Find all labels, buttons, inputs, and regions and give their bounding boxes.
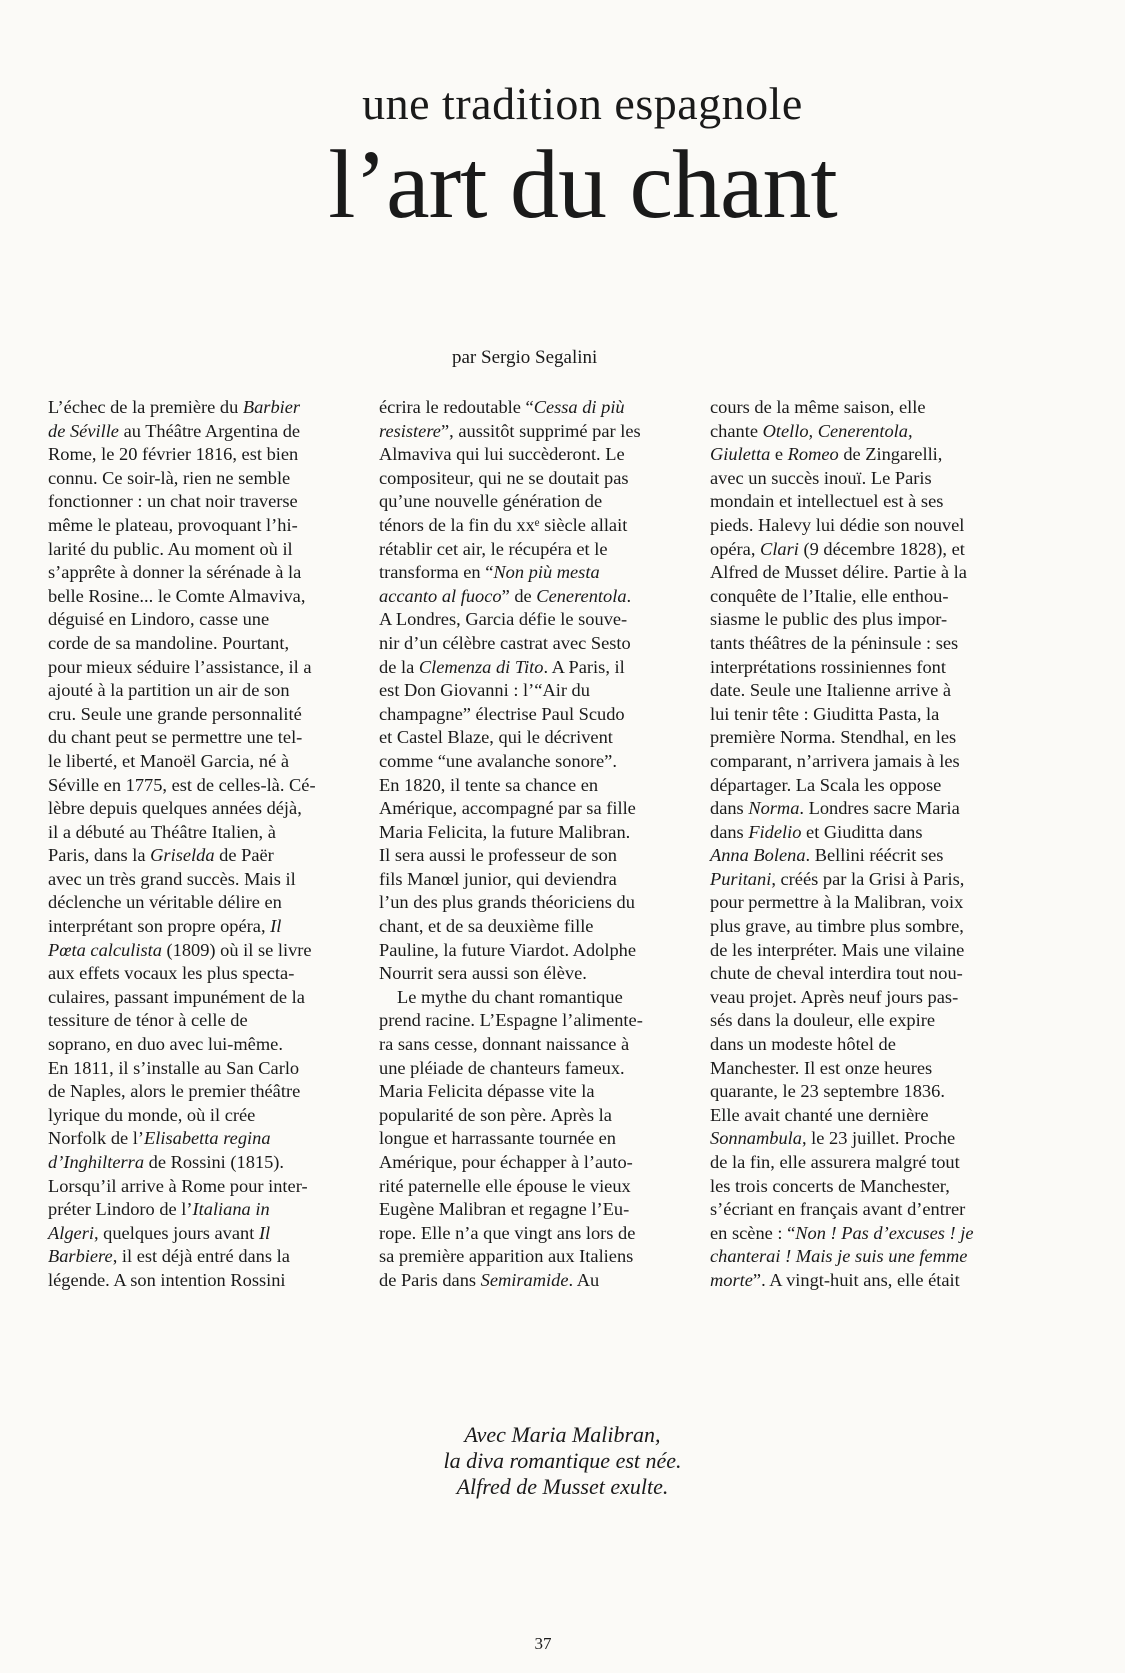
pull-quote-line: Avec Maria Malibran, (464, 1422, 661, 1447)
text-line (379, 396, 686, 420)
text-line (710, 1009, 1017, 1033)
text-line (48, 915, 355, 939)
text-line (710, 1222, 1017, 1246)
text-line (48, 797, 355, 821)
italic-text: Griselda (150, 845, 215, 866)
pull-quote-line: Alfred de Musset exulte. (456, 1474, 669, 1499)
text-run: pour permettre à la Malibran, voix (710, 892, 964, 913)
text-line (710, 467, 1017, 491)
italic-text: Puritani (710, 868, 772, 889)
italic-text: accanto al fuoco (379, 585, 502, 606)
text-run: e (770, 444, 788, 465)
text-line (379, 538, 686, 562)
text-run: larité du public. Au moment où il (48, 538, 293, 559)
text-run: ”. A vingt-huit ans, elle était (752, 1269, 960, 1290)
italic-text: d’Inghilterra (48, 1152, 145, 1172)
text-line (379, 750, 686, 774)
italic-text: Romeo (787, 444, 839, 465)
text-run: Il sera aussi le professeur de son (379, 845, 617, 866)
italic-text: Giuletta (710, 444, 771, 465)
text-line (48, 844, 355, 868)
text-run: popularité de son père. Après la (379, 1104, 612, 1125)
text-line (48, 1175, 355, 1199)
text-run: Séville en 1775, est de celles-là. Cé- (48, 774, 316, 795)
text-line (379, 656, 686, 680)
text-line (710, 1033, 1017, 1057)
text-run: culaires, passant impunément de la (48, 986, 305, 1007)
pull-quote (0, 1422, 1125, 1500)
text-run: qu’une nouvelle génération de (379, 491, 603, 512)
text-line (48, 585, 355, 609)
text-line (379, 467, 686, 491)
text-run: nir d’un célèbre castrat avec Sesto (379, 632, 631, 653)
text-line (710, 962, 1017, 986)
text-run: . Au (568, 1269, 600, 1290)
text-run: rétablir cet air, le récupéra et le (379, 538, 608, 559)
text-run: lèbre depuis quelques années déjà, (48, 798, 302, 819)
text-run: tessiture de ténor à celle de (48, 1010, 248, 1031)
text-run: les trois concerts de Manchester, (710, 1175, 950, 1196)
text-line (710, 1104, 1017, 1128)
text-line (710, 1175, 1017, 1199)
text-run: avec un succès inouï. Le Paris (710, 467, 932, 488)
text-line (379, 585, 686, 609)
text-line (379, 1151, 686, 1175)
text-line (710, 1127, 1017, 1151)
text-line (710, 703, 1017, 727)
text-line (379, 1245, 686, 1269)
text-line (710, 915, 1017, 939)
text-line (48, 1245, 355, 1269)
text-run: compositeur, qui ne se doutait pas (379, 467, 629, 488)
text-line (710, 844, 1017, 868)
text-run: lui tenir tête : Giuditta Pasta, la (710, 703, 940, 724)
italic-text: de Séville (48, 420, 119, 441)
text-run: . Londres sacre Maria (799, 798, 960, 819)
text-line (710, 538, 1017, 562)
text-run: déclenche un véritable délire en (48, 892, 282, 913)
text-run: En 1820, il tente sa chance en (379, 774, 599, 795)
text-line (379, 561, 686, 585)
text-run: de la fin, elle assurera malgré tout (710, 1152, 960, 1172)
text-run: dans un modeste hôtel de (710, 1034, 896, 1055)
text-run: de Zingarelli, (838, 444, 943, 465)
italic-text: Semiramide (480, 1269, 569, 1290)
text-line (48, 1222, 355, 1246)
pull-quote-line: la diva romantique est née. (443, 1448, 682, 1473)
text-run: Lorsqu’il arrive à Rome pour inter- (48, 1175, 308, 1196)
text-line (710, 891, 1017, 915)
italic-text: Algeri (48, 1222, 94, 1243)
text-run: au Théâtre Argentina de (118, 420, 301, 441)
text-run: déguisé en Lindoro, casse une (48, 609, 270, 630)
text-run: chant, et de sa deuxième fille (379, 916, 594, 937)
text-run: rope. Elle n’a que vingt ans lors de (379, 1222, 636, 1243)
text-line (710, 726, 1017, 750)
italic-text: Pœta calculista (48, 939, 162, 960)
text-line (379, 844, 686, 868)
text-line (379, 726, 686, 750)
text-line (379, 915, 686, 939)
text-line (379, 962, 686, 986)
text-run: tants théâtres de la péninsule : ses (710, 632, 959, 653)
text-run: L’échec de la première du (48, 397, 243, 417)
text-line (379, 490, 686, 514)
text-run: de Paër (214, 845, 274, 866)
text-run: Rome, le 20 février 1816, est bien (48, 444, 299, 465)
text-line (710, 632, 1017, 656)
text-line (379, 1127, 686, 1151)
text-run: siasme le public des plus impor- (710, 609, 948, 630)
text-run: l’un des plus grands théoriciens du (379, 892, 635, 913)
text-line (48, 490, 355, 514)
text-run: départager. La Scala les oppose (710, 774, 942, 795)
italic-text: Barbier (242, 397, 301, 417)
text-run: opéra, (710, 538, 761, 559)
text-line (48, 703, 355, 727)
text-line (48, 1057, 355, 1081)
text-line (379, 1222, 686, 1246)
italic-text: Non ! Pas d’excuses ! je (795, 1222, 974, 1243)
text-run: . A Paris, il (543, 656, 625, 677)
text-run: Norfolk de l’ (48, 1128, 145, 1149)
text-run: de Naples, alors le premier théâtre (48, 1081, 301, 1102)
article-kicker: une tradition espagnole (362, 78, 803, 129)
text-line (48, 986, 355, 1010)
text-line (48, 1127, 355, 1151)
text-run: connu. Ce soir-là, rien ne semble (48, 467, 291, 488)
text-run: (1809) où il se livre (161, 939, 312, 960)
text-column-3 (710, 396, 1017, 1293)
text-run: plus grave, au timbre plus sombre, (710, 916, 964, 937)
text-line (379, 703, 686, 727)
text-run: ra sans cesse, donnant naissance à (379, 1034, 630, 1055)
text-run: le liberté, et Manoël Garcia, né à (48, 750, 289, 771)
text-line (48, 420, 355, 444)
text-run: . Bellini réécrit ses (805, 845, 944, 866)
byline: par Sergio Segalini (452, 347, 598, 368)
text-run: date. Seule une Italienne arrive à (710, 680, 951, 701)
text-run: comparant, n’arrivera jamais à les (710, 750, 960, 771)
text-column-2 (379, 396, 686, 1293)
text-run: de Paris dans (379, 1269, 481, 1290)
text-run: , créés par la Grisi à Paris, (771, 868, 965, 889)
text-run: longue et harrassante tournée en (379, 1128, 616, 1149)
text-run: Maria Felicita, la future Malibran. (379, 821, 631, 842)
italic-text: Italiana in (192, 1199, 270, 1220)
text-line (48, 632, 355, 656)
text-run: , il est déjà entré dans la (112, 1246, 290, 1267)
text-run: fonctionner : un chat noir traverse (48, 491, 298, 512)
text-line (48, 396, 355, 420)
text-line (379, 1269, 686, 1293)
text-run: de Rossini (1815). (144, 1152, 284, 1172)
text-line (48, 1080, 355, 1104)
text-line (379, 1057, 686, 1081)
text-line (710, 490, 1017, 514)
text-run: cru. Seule une grande personnalité (48, 703, 302, 724)
text-run: belle Rosine... le Comte Almaviva, (48, 585, 306, 606)
text-run: Amérique, accompagné par sa fille (379, 798, 636, 819)
text-run: Manchester. Il est onze heures (710, 1057, 933, 1078)
text-run: interprétations rossiniennes font (710, 656, 946, 677)
text-run: rité paternelle elle épouse le vieux (379, 1175, 631, 1196)
text-run: une pléiade de chanteurs fameux. (379, 1057, 625, 1078)
text-run: soprano, en duo avec lui-même. (48, 1034, 283, 1055)
italic-text: Norma (748, 798, 800, 819)
text-run: Paris, dans la (48, 845, 151, 866)
text-line (48, 608, 355, 632)
text-line (379, 514, 686, 538)
text-line (710, 608, 1017, 632)
text-run: , le 23 juillet. Proche (801, 1128, 956, 1149)
text-run: veau projet. Après neuf jours pas- (710, 986, 959, 1007)
text-run: Le mythe du chant romantique (397, 986, 623, 1007)
text-line (710, 1057, 1017, 1081)
italic-text: Barbiere (48, 1246, 113, 1267)
text-line (48, 939, 355, 963)
text-line (710, 679, 1017, 703)
text-run: interprétant son propre opéra, (48, 916, 271, 937)
text-run: Amérique, pour échapper à l’auto- (379, 1152, 633, 1172)
text-line (48, 514, 355, 538)
text-line (48, 1104, 355, 1128)
italic-text: Sonnambula (710, 1128, 802, 1149)
text-run: lyrique du monde, où il crée (48, 1104, 256, 1125)
text-line (379, 986, 686, 1010)
text-run: fils Manœl junior, qui deviendra (379, 868, 617, 889)
text-line (48, 868, 355, 892)
page-number: 37 (534, 1634, 552, 1653)
text-line (710, 1151, 1017, 1175)
text-line (710, 514, 1017, 538)
text-run: chante (710, 420, 763, 441)
text-run: Elle avait chanté une dernière (710, 1104, 929, 1125)
text-line (710, 1269, 1017, 1293)
text-run: (9 décembre 1828), et (798, 538, 965, 559)
text-line (379, 1198, 686, 1222)
text-run: cours de la même saison, elle (710, 397, 926, 417)
text-line (379, 821, 686, 845)
text-line (48, 726, 355, 750)
text-run: mondain et intellectuel est à ses (710, 491, 944, 512)
text-run: ”, aussitôt supprimé par les (440, 420, 641, 441)
text-line (379, 632, 686, 656)
text-line (710, 420, 1017, 444)
text-line (710, 750, 1017, 774)
text-run: avec un très grand succès. Mais il (48, 868, 296, 889)
text-run: Eugène Malibran et regagne l’Eu- (379, 1199, 630, 1220)
text-line (379, 1080, 686, 1104)
text-run: ajouté à la partition un air de son (48, 680, 290, 701)
text-line (710, 585, 1017, 609)
italic-text: Elisabetta regina (144, 1128, 271, 1149)
text-line (710, 561, 1017, 585)
text-line (379, 679, 686, 703)
text-line (48, 1033, 355, 1057)
text-run: pour mieux séduire l’assistance, il a (48, 656, 312, 677)
text-run: chute de cheval interdira tout nou- (710, 963, 963, 984)
italic-text: Cenerentola (536, 585, 627, 606)
text-run: En 1811, il s’installe au San Carlo (48, 1057, 300, 1078)
text-run: et Castel Blaze, qui le décrivent (379, 727, 613, 748)
italic-text: Clari (760, 538, 799, 559)
text-line (48, 774, 355, 798)
text-line (48, 1009, 355, 1033)
text-line (379, 420, 686, 444)
text-line (710, 797, 1017, 821)
text-line (48, 821, 355, 845)
italic-text: Otello, Cenerentola, (762, 420, 913, 441)
text-line (48, 561, 355, 585)
text-run: ” de (501, 585, 537, 606)
text-run: ténors de la fin du xxᵉ siècle allait (379, 514, 628, 535)
text-line (48, 656, 355, 680)
text-line (379, 797, 686, 821)
text-line (48, 467, 355, 491)
italic-text: Il (270, 916, 282, 937)
text-run: champagne” électrise Paul Scudo (379, 703, 625, 724)
text-run: aux effets vocaux les plus specta- (48, 963, 295, 984)
text-run: Nourrit sera aussi son élève. (379, 963, 587, 984)
text-line (710, 939, 1017, 963)
text-line (710, 821, 1017, 845)
italic-text: Anna Bolena (710, 845, 806, 866)
text-run: s’écriant en français avant d’entrer (710, 1199, 966, 1220)
italic-text: Non più mesta (493, 562, 600, 583)
text-line (379, 1033, 686, 1057)
text-run: est Don Giovanni : l’“Air du (379, 680, 590, 701)
text-run: pieds. Halevy lui dédie son nouvel (710, 514, 965, 535)
article-title: l’art du chant (328, 131, 837, 239)
text-run: de les interpréter. Mais une vilaine (710, 939, 965, 960)
text-line (710, 396, 1017, 420)
text-line (379, 608, 686, 632)
text-run: sa première apparition aux Italiens (379, 1246, 634, 1267)
text-line (48, 891, 355, 915)
text-run: Alfred de Musset délire. Partie à la (710, 562, 967, 583)
italic-text: Fidelio (748, 821, 802, 842)
text-line (48, 679, 355, 703)
text-run: en scène : “ (710, 1222, 796, 1243)
italic-text: morte (710, 1269, 753, 1290)
text-line (48, 443, 355, 467)
text-run: . (626, 585, 632, 606)
text-line (379, 939, 686, 963)
text-line (379, 1104, 686, 1128)
text-run: Almaviva qui lui succèderont. Le (379, 444, 625, 465)
text-run: corde de sa mandoline. Pourtant, (48, 632, 290, 653)
italic-text: Cessa di più (533, 397, 625, 417)
text-run: A Londres, Garcia défie le souve- (379, 609, 628, 630)
text-run: conquête de l’Italie, elle enthou- (710, 585, 949, 606)
text-run: Pauline, la future Viardot. Adolphe (379, 939, 636, 960)
text-line (48, 750, 355, 774)
text-line (48, 1198, 355, 1222)
italic-text: Clemenza di Tito (418, 656, 544, 677)
text-line (48, 1269, 355, 1293)
text-run: dans (710, 821, 749, 842)
text-run: préter Lindoro de l’ (48, 1199, 193, 1220)
text-line (710, 986, 1017, 1010)
text-run: de la (379, 656, 419, 677)
text-run: dans (710, 798, 749, 819)
text-run: transforma en “ (379, 562, 494, 583)
text-line (379, 891, 686, 915)
text-run: écrira le redoutable “ (379, 397, 534, 417)
text-run: sés dans la douleur, elle expire (710, 1010, 935, 1031)
text-run: , quelques jours avant (93, 1222, 259, 1243)
text-line (379, 1009, 686, 1033)
text-line (710, 1198, 1017, 1222)
text-run: comme “une avalanche sonore”. (379, 750, 617, 771)
text-line (379, 774, 686, 798)
text-column-1 (48, 396, 355, 1293)
text-line (48, 1151, 355, 1175)
text-run: première Norma. Stendhal, en les (710, 727, 957, 748)
text-line (379, 868, 686, 892)
text-run: s’apprête à donner la sérénade à la (48, 562, 302, 583)
text-run: et Giuditta dans (801, 821, 923, 842)
text-line (48, 962, 355, 986)
text-run: même le plateau, provoquant l’hi- (48, 514, 298, 535)
text-line (710, 774, 1017, 798)
text-line (710, 1245, 1017, 1269)
text-run: prend racine. L’Espagne l’alimente- (379, 1010, 643, 1031)
text-run: Maria Felicita dépasse vite la (379, 1081, 595, 1102)
text-run: du chant peut se permettre une tel- (48, 727, 303, 748)
italic-text: resistere (379, 420, 441, 441)
italic-text: chanterai ! Mais je suis une femme (710, 1246, 968, 1267)
text-line (379, 1175, 686, 1199)
text-run: légende. A son intention Rossini (48, 1269, 286, 1290)
text-run: quarante, le 23 septembre 1836. (710, 1081, 945, 1102)
text-line (710, 868, 1017, 892)
text-line (710, 656, 1017, 680)
text-line (379, 443, 686, 467)
text-line (710, 443, 1017, 467)
italic-text: Il (258, 1222, 271, 1243)
text-run: il a débuté au Théâtre Italien, à (48, 821, 276, 842)
text-line (48, 538, 355, 562)
text-line (710, 1080, 1017, 1104)
